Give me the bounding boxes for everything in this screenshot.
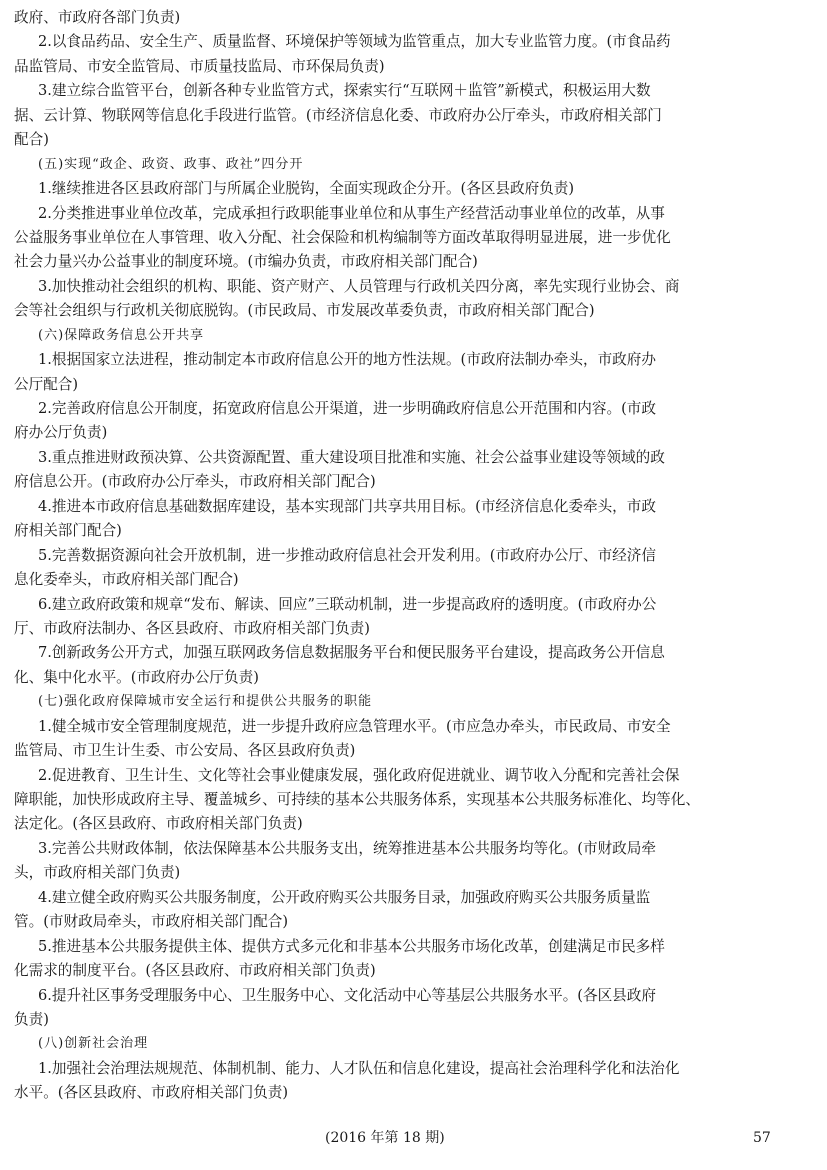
text-line: 6.建立政府政策和规章“发布、解读、回应”三联动机制，进一步提高政府的透明度。(市政府办公 [38, 595, 657, 613]
text-line: 5.推进基本公共服务提供主体、提供方式多元化和非基本公共服务市场化改革，创建满足市民多样 [38, 937, 665, 955]
text-line: 化、集中化水平。(市政府办公厅负责) [14, 668, 259, 686]
text-line: 3.重点推进财政预决算、公共资源配置、重大建设项目批准和实施、社会公益事业建设等领域的政 [38, 448, 665, 466]
text-line: 负责) [14, 1010, 49, 1028]
text-line: 公益服务事业单位在人事管理、收入分配、社会保险和机构编制等方面改革取得明显进展，进一步优化 [14, 228, 671, 246]
text-line: 头，市政府相关部门负责) [14, 864, 181, 882]
section-heading: (八)创新社会治理 [38, 1036, 149, 1052]
text-line: 5.完善数据资源向社会开放机制，进一步推动政府信息社会开发利用。(市政府办公厅、市经济信 [38, 546, 656, 564]
text-line: 3.加快推动社会组织的机构、职能、资产财产、人员管理与行政机关四分离，率先实现行业协会、商 [38, 277, 680, 295]
text-line: 6.提升社区事务受理服务中心、卫生服务中心、文化活动中心等基层公共服务水平。(各区县政府 [38, 986, 656, 1004]
text-line: 7.创新政务公开方式，加强互联网政务信息数据服务平台和便民服务平台建设，提高政务公开信息 [38, 644, 665, 662]
text-line: 3.建立综合监管平台，创新各种专业监管方式，探索实行“互联网＋监管”新模式，积极运用大数 [38, 82, 651, 100]
text-line: 据、云计算、物联网等信息化手段进行监管。(市经济信息化委、市政府办公厅牵头，市政府相关部门 [14, 106, 662, 124]
text-line: 2.以食品药品、安全生产、质量监督、环境保护等领域为监管重点，加大专业监管力度。(市食品药 [38, 33, 671, 51]
text-line: 息化委牵头，市政府相关部门配合) [14, 571, 239, 589]
text-line: 管。(市财政局牵头，市政府相关部门配合) [14, 913, 289, 931]
text-line: 监管局、市卫生计生委、市公安局、各区县政府负责) [14, 742, 356, 760]
text-line: 4.推进本市政府信息基础数据库建设，基本实现部门共享共用目标。(市经济信息化委牵头，市政 [38, 497, 656, 515]
text-line: 配合) [14, 131, 49, 149]
text-line: 1.继续推进各区县政府部门与所属企业脱钩，全面实现政企分开。(各区县政府负责) [38, 180, 575, 198]
text-line: 3.完善公共财政体制，依法保障基本公共服务支出，统筹推进基本公共服务均等化。(市财政局牵 [38, 839, 656, 857]
section-heading: (五)实现“政企、政资、政事、政社”四分开 [38, 156, 304, 172]
text-line: 会等社会组织与行政机关彻底脱钩。(市民政局、市发展改革委负责，市政府相关部门配合) [14, 302, 595, 320]
text-line: 2.分类推进事业单位改革，完成承担行政职能事业单位和从事生产经营活动事业单位的改革，从事 [38, 204, 665, 222]
text-line: 府办公厅负责) [14, 424, 108, 442]
text-line: 社会力量兴办公益事业的制度环境。(市编办负责，市政府相关部门配合) [14, 253, 478, 271]
section-heading: (七)强化政府保障城市安全运行和提供公共服务的职能 [38, 694, 373, 710]
issue-label: (2016 年第 18 期) [325, 1130, 445, 1146]
text-line: 化需求的制度平台。(各区县政府、市政府相关部门负责) [14, 962, 376, 980]
page-footer [0, 1126, 827, 1150]
text-line: 法定化。(各区县政府、市政府相关部门负责) [14, 815, 303, 833]
section-heading: (六)保障政务信息公开共享 [38, 327, 205, 343]
text-line: 品监管局、市安全监管局、市质量技监局、市环保局负责) [14, 57, 385, 75]
text-line: 2.促进教育、卫生计生、文化等社会事业健康发展，强化政府促进就业、调节收入分配和完善社会保 [38, 766, 680, 784]
text-line: 水平。(各区县政府、市政府相关部门负责) [14, 1084, 289, 1102]
text-line: 2.完善政府信息公开制度，拓宽政府信息公开渠道，进一步明确政府信息公开范围和内容。(市政 [38, 400, 656, 417]
document-body [14, 6, 814, 1106]
page-number: 57 [753, 1130, 771, 1146]
text-line: 府信息公开。(市政府办公厅牵头，市政府相关部门配合) [14, 473, 376, 491]
text-line: 政府、市政府各部门负责) [14, 9, 181, 26]
text-line: 1.加强社会治理法规规范、体制机制、能力、人才队伍和信息化建设，提高社会治理科学化和法治化 [38, 1059, 680, 1077]
text-line: 公厅配合) [14, 375, 79, 393]
text-line: 厅、市政府法制办、各区县政府、市政府相关部门负责) [14, 619, 370, 637]
text-line: 1.健全城市安全管理制度规范，进一步提升政府应急管理水平。(市应急办牵头，市民政局、市安全 [38, 717, 671, 735]
text-line: 4.建立健全政府购买公共服务制度，公开政府购买公共服务目录，加强政府购买公共服务质量监 [38, 888, 651, 906]
text-line: 府相关部门配合) [14, 522, 122, 540]
text-line: 1.根据国家立法进程，推动制定本市政府信息公开的地方性法规。(市政府法制办牵头，市政府办 [38, 351, 656, 369]
text-line: 障职能，加快形成政府主导、覆盖城乡、可持续的基本公共服务体系，实现基本公共服务标准化、均等化、 [14, 791, 700, 808]
